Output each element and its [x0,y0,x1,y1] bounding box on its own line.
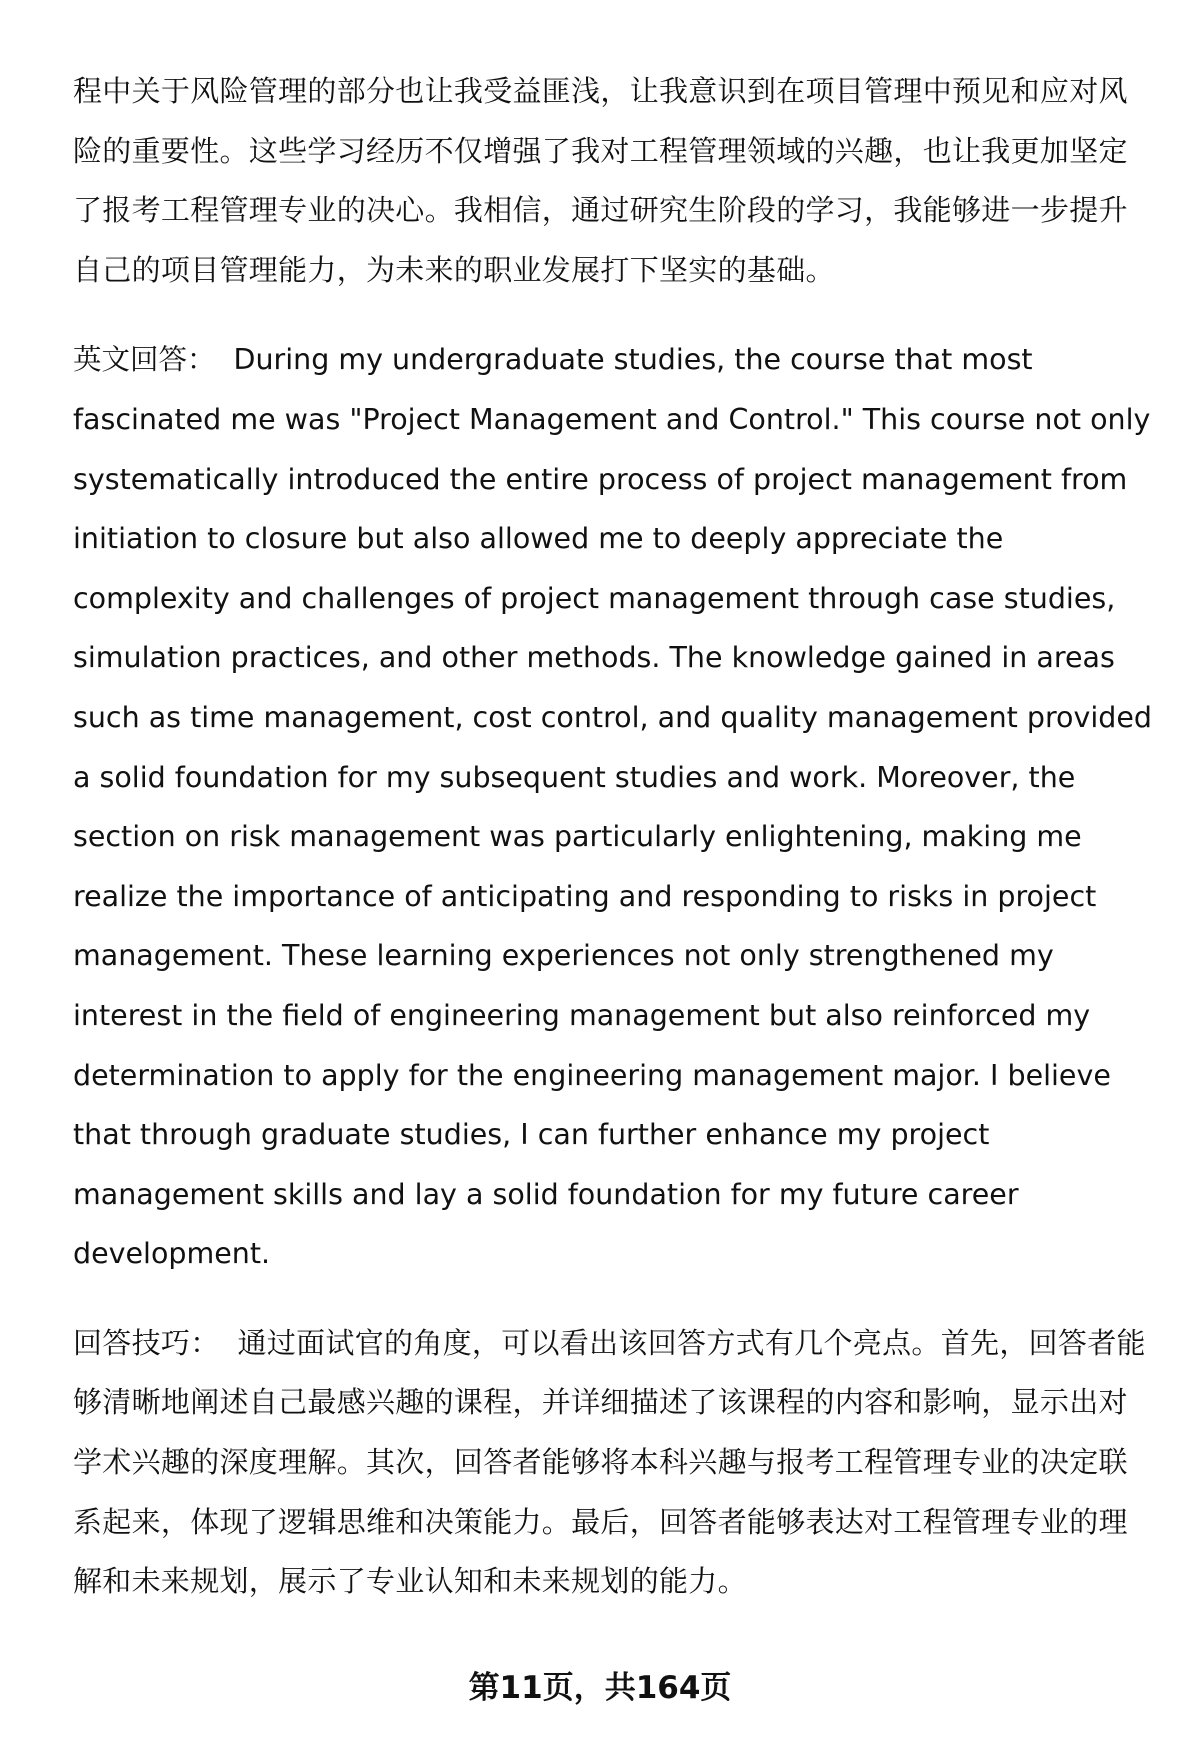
text-line: initiation to closure but also allowed me to deeply appreciate the [73,522,1004,556]
english-answer-paragraph [73,330,1153,1284]
english-answer-label: 英文回答： [73,343,216,377]
answer-tips-paragraph [73,1314,1153,1612]
text-line: systematically introduced the entire process of project management from [73,462,1128,496]
text-line: 程中关于风险管理的部分也让我受益匪浅，让我意识到在项目管理中预见和应对风 [73,74,1128,108]
text-line: management. These learning experiences not only strengthened my [73,939,1054,973]
text-line: interest in the field of engineering management but also reinforced my [73,998,1091,1032]
text-line: determination to apply for the engineering management major. I believe [73,1058,1111,1092]
text-line: section on risk management was particularly enlightening, making me [73,820,1082,854]
text-line: 够清晰地阐述自己最感兴趣的课程，并详细描述了该课程的内容和影响，显示出对 [73,1385,1128,1420]
text-line: 学术兴趣的深度理解。其次，回答者能够将本科兴趣与报考工程管理专业的决定联 [73,1445,1128,1480]
answer-tips-label: 回答技巧： [73,1325,220,1360]
text-line: realize the importance of anticipating and responding to risks in project [73,879,1097,913]
text-line: 了报考工程管理专业的决心。我相信，通过研究生阶段的学习，我能够进一步提升 [73,193,1128,228]
intro-paragraph [73,62,1153,300]
text-line: fascinated me was "Project Management and Control." This course not only [73,402,1151,436]
text-line: simulation practices, and other methods. The knowledge gained in areas [73,641,1115,675]
document-body [73,62,1153,1642]
text-line: 险的重要性。这些学习经历不仅增强了我对工程管理领域的兴趣，也让我更加坚定 [73,133,1128,168]
text-line: complexity and challenges of project management through case studies, [73,581,1116,615]
text-line: that through graduate studies, I can further enhance my project [73,1118,990,1152]
text-line: 自己的项目管理能力，为未来的职业发展打下坚实的基础。 [73,252,835,287]
text-line: 系起来，体现了逻辑思维和决策能力。最后，回答者能够表达对工程管理专业的理 [73,1504,1128,1539]
text-line: 回答技巧： 通过面试官的角度，可以看出该回答方式有几个亮点。首先，回答者能 [73,1325,1146,1360]
text-line: development. [73,1237,271,1271]
text-line: such as time management, cost control, and quality management provided [73,700,1152,734]
page-number: 第11页，共164页 [468,1670,732,1706]
text-line: 英文回答： During my undergraduate studies, the course that most [73,343,1033,377]
text-line: a solid foundation for my subsequent studies and work. Moreover, the [73,760,1076,794]
text-line: management skills and lay a solid foundation for my future career [73,1177,1019,1211]
text-line: 解和未来规划，展示了专业认知和未来规划的能力。 [73,1564,747,1599]
